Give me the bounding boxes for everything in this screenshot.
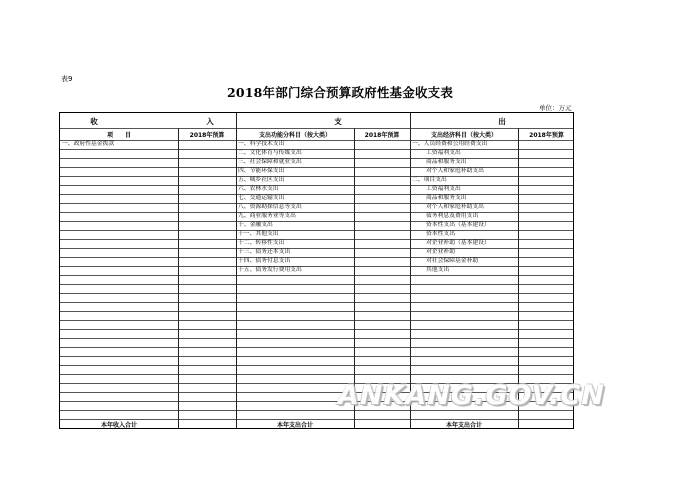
grid-row-line bbox=[60, 275, 573, 276]
grid-col-line bbox=[178, 128, 179, 428]
grid-row-line bbox=[60, 221, 573, 222]
grid-row-line bbox=[60, 347, 573, 348]
grid-row-line bbox=[60, 365, 573, 366]
grid-row-line bbox=[60, 149, 573, 150]
table-cell: 商品和服务支出 bbox=[426, 159, 467, 165]
table-cell: 其他支出 bbox=[426, 267, 450, 273]
table-cell: 八、资源勘探信息等支出 bbox=[238, 204, 302, 210]
col-budget-1: 2018年预算 bbox=[189, 132, 225, 139]
table-cell: 对个人和家庭补助支出 bbox=[426, 168, 484, 174]
grid-row-line bbox=[60, 266, 573, 267]
table-cell: 商品和服务支出 bbox=[426, 195, 467, 201]
table-cell: 工资福利支出 bbox=[426, 186, 461, 192]
grid-row-line bbox=[60, 311, 573, 312]
table-cell: 四、节能环保支出 bbox=[238, 168, 285, 174]
header-expense-1: 支 bbox=[334, 117, 342, 126]
table-cell: 对个人和家庭补助支出 bbox=[426, 204, 484, 210]
table-cell: 一、政府性基金拨款 bbox=[62, 141, 115, 147]
grid-row-line bbox=[60, 212, 573, 213]
total-income: 本年收入合计 bbox=[100, 422, 137, 429]
col-item: 项 目 bbox=[106, 132, 131, 139]
grid-row-line bbox=[60, 239, 573, 240]
table-cell: 十三、债务还本支出 bbox=[238, 249, 291, 255]
col-econ: 支出经济科目（按大类） bbox=[430, 132, 497, 139]
table-cell: 对企业补助 bbox=[426, 249, 455, 255]
table-number: 表9 bbox=[61, 75, 73, 83]
grid-row-line bbox=[60, 167, 573, 168]
page-title: 2018年部门综合预算政府性基金收支表 bbox=[226, 85, 454, 100]
watermark: ANKANG.GOV.CN bbox=[338, 380, 605, 411]
grid-row-line bbox=[60, 140, 573, 141]
grid-row-line bbox=[60, 128, 573, 129]
col-budget-2: 2018年预算 bbox=[364, 132, 400, 139]
table-cell: 工资福利支出 bbox=[426, 150, 461, 156]
grid-row-line bbox=[60, 194, 573, 195]
grid-row-line bbox=[60, 176, 573, 177]
table-cell: 资本性支出（基本建设） bbox=[426, 222, 490, 228]
total-expense-econ: 本年支出合计 bbox=[445, 422, 482, 429]
grid-row-line bbox=[60, 302, 573, 303]
grid-row-line bbox=[60, 338, 573, 339]
grid-row-line bbox=[60, 257, 573, 258]
table-cell: 对社会保障基金补助 bbox=[426, 258, 479, 264]
grid-row-line bbox=[60, 284, 573, 285]
grid-row-line bbox=[60, 293, 573, 294]
table-cell: 十一、其他支出 bbox=[238, 231, 279, 237]
table-cell: 对企业补助（基本建设） bbox=[426, 240, 490, 246]
table-cell: 一、科学技术支出 bbox=[238, 141, 285, 147]
col-func: 支出功能分科目（按大类） bbox=[258, 132, 331, 139]
table-cell: 十、金融支出 bbox=[238, 222, 273, 228]
grid-row-line bbox=[60, 230, 573, 231]
grid-row-line bbox=[60, 248, 573, 249]
table-cell: 三、社会保障和就业支出 bbox=[238, 159, 302, 165]
table-cell: 资本性支出 bbox=[426, 231, 455, 237]
table-cell: 九、商业服务业等支出 bbox=[238, 213, 296, 219]
table-cell: 十二、转移性支出 bbox=[238, 240, 285, 246]
grid-row-line bbox=[60, 320, 573, 321]
total-expense-func: 本年支出合计 bbox=[276, 422, 313, 429]
table-cell: 十四、债务付息支出 bbox=[238, 258, 291, 264]
unit-label: 单位：万元 bbox=[539, 104, 572, 112]
table-cell: 二、文化体育与传媒支出 bbox=[238, 150, 302, 156]
header-income-1: 收 bbox=[90, 117, 98, 126]
grid-row-line bbox=[60, 374, 573, 375]
grid-row-line bbox=[60, 356, 573, 357]
table-cell: 六、农林水支出 bbox=[238, 186, 279, 192]
grid-row-line bbox=[60, 329, 573, 330]
grid-row-line bbox=[60, 203, 573, 204]
col-budget-3: 2018年预算 bbox=[529, 132, 564, 139]
grid-row-line bbox=[60, 158, 573, 159]
table-cell: 五、城乡社区支出 bbox=[238, 177, 285, 183]
header-income-2: 入 bbox=[206, 117, 214, 126]
table-cell: 二、项目支出 bbox=[412, 177, 447, 183]
grid-col-line bbox=[236, 113, 237, 428]
header-expense-2: 出 bbox=[498, 117, 506, 126]
table-cell: 十五、债务发行费用支出 bbox=[238, 267, 302, 273]
table-cell: 七、交通运输支出 bbox=[238, 195, 285, 201]
table-cell: 一、人员经费和公用经费支出 bbox=[412, 141, 488, 147]
grid-row-line bbox=[60, 185, 573, 186]
table-cell: 债务利息及费用支出 bbox=[426, 213, 479, 219]
